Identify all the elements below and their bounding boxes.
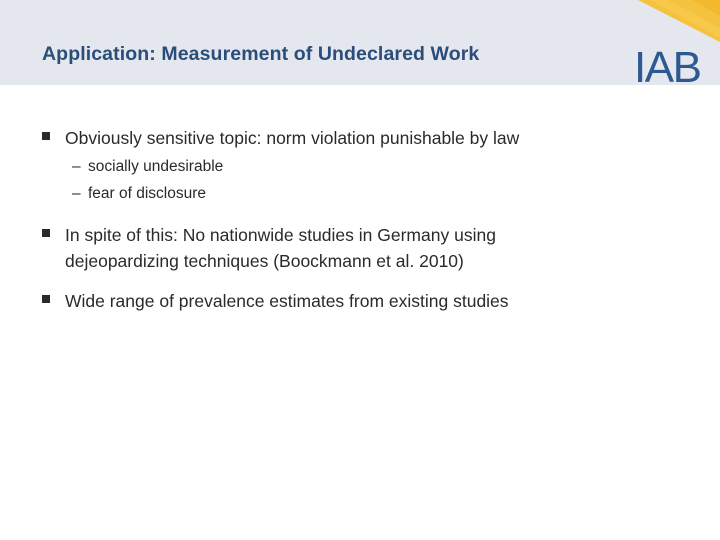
page-title: Application: Measurement of Undeclared Work [42, 43, 480, 65]
square-bullet-icon [42, 132, 50, 140]
square-bullet-icon [42, 295, 50, 303]
square-bullet-icon [42, 229, 50, 237]
logo-letters: IAB [634, 43, 701, 88]
sub-bullet-item [72, 185, 206, 203]
sub-bullet-item [72, 158, 223, 176]
bullet-text-line-1: In spite of this: No nationwide studies in Germany using [65, 225, 496, 245]
sub-bullet-text: fear of disclosure [88, 185, 207, 202]
bullet-text-line-2: dejeopardizing techniques (Boockmann et al. 2010) [65, 251, 464, 271]
sub-bullet-text: socially undesirable [88, 158, 224, 175]
bullet-text: Wide range of prevalence estimates from existing studies [65, 291, 509, 311]
bullet-text: Obviously sensitive topic: norm violation punishable by law [65, 128, 520, 148]
dash-icon: – [72, 185, 81, 202]
dash-icon: – [72, 158, 81, 175]
